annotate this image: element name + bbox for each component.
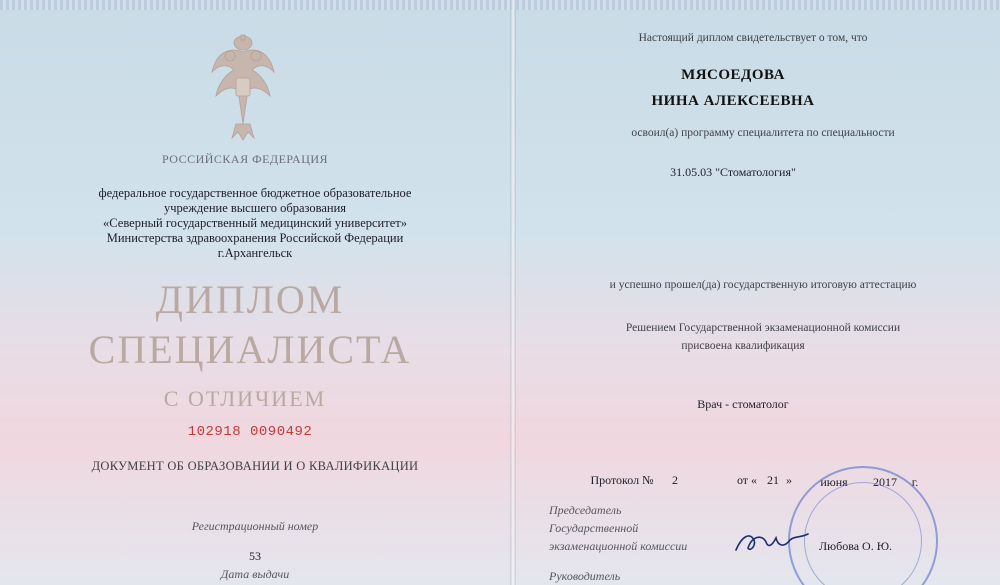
registration-label: Регистрационный номер	[191, 519, 319, 533]
head-label: Руководитель	[549, 569, 621, 583]
surname: МЯСОЕДОВА	[681, 67, 785, 83]
registration-number: 53	[249, 549, 261, 563]
intro-text: Настоящий диплом свидетельствует о том, что	[638, 32, 868, 44]
stamp-inner-ring	[804, 482, 922, 585]
title-diploma: ДИПЛОМ	[155, 277, 345, 322]
chairman-name: Любова О. Ю.	[819, 539, 893, 553]
signature-icon	[732, 526, 812, 556]
commission-decision-line-2: присвоена квалификация	[681, 340, 805, 352]
protocol-number: 2	[672, 473, 678, 487]
protocol-day: 21	[767, 473, 779, 487]
title-specialist: СПЕЦИАЛИСТА	[88, 327, 412, 372]
chairman-label-1: Председатель	[549, 503, 622, 517]
serial-number: 102918 0090492	[187, 424, 313, 440]
chairman-label-3: экзаменационной комиссии	[549, 539, 688, 553]
protocol-day-close: »	[786, 473, 792, 487]
institution-line-5: г.Архангельск	[217, 246, 293, 260]
attestation-text: и успешно прошел(да) государственную итоговую аттестацию	[609, 279, 917, 291]
specialty: 31.05.03 "Стоматология"	[670, 165, 796, 179]
institution-line-1: федеральное государственное бюджетное образовательное	[98, 186, 412, 200]
protocol-from: от «	[736, 473, 758, 487]
document-type: ДОКУМЕНТ ОБ ОБРАЗОВАНИИ И О КВАЛИФИКАЦИИ	[91, 459, 419, 473]
institution-line-3: «Северный государственный медицинский университет»	[103, 216, 407, 230]
issue-date-label: Дата выдачи	[220, 567, 290, 581]
right-page	[513, 0, 1000, 585]
program-text: освоил(а) программу специалитета по специальности	[631, 127, 895, 139]
commission-decision-line-1: Решением Государственной экзаменационной комиссии	[625, 322, 901, 334]
coat-of-arms-icon	[208, 34, 278, 144]
institution-line-4: Министерства здравоохранения Российской Федерации	[106, 231, 404, 245]
protocol-label: Протокол №	[590, 473, 654, 487]
chairman-label-2: Государственной	[549, 521, 639, 535]
institution-line-2: учреждение высшего образования	[163, 201, 347, 215]
given-names: НИНА АЛЕКСЕЕВНА	[651, 93, 815, 109]
title-honors: С ОТЛИЧИЕМ	[163, 386, 327, 411]
qualification: Врач - стоматолог	[697, 397, 789, 411]
protocol-month: июня	[820, 475, 848, 489]
protocol-year: 2017	[873, 475, 897, 489]
country-name: РОССИЙСКАЯ ФЕДЕРАЦИЯ	[161, 152, 329, 166]
protocol-year-suffix: г.	[911, 475, 919, 489]
